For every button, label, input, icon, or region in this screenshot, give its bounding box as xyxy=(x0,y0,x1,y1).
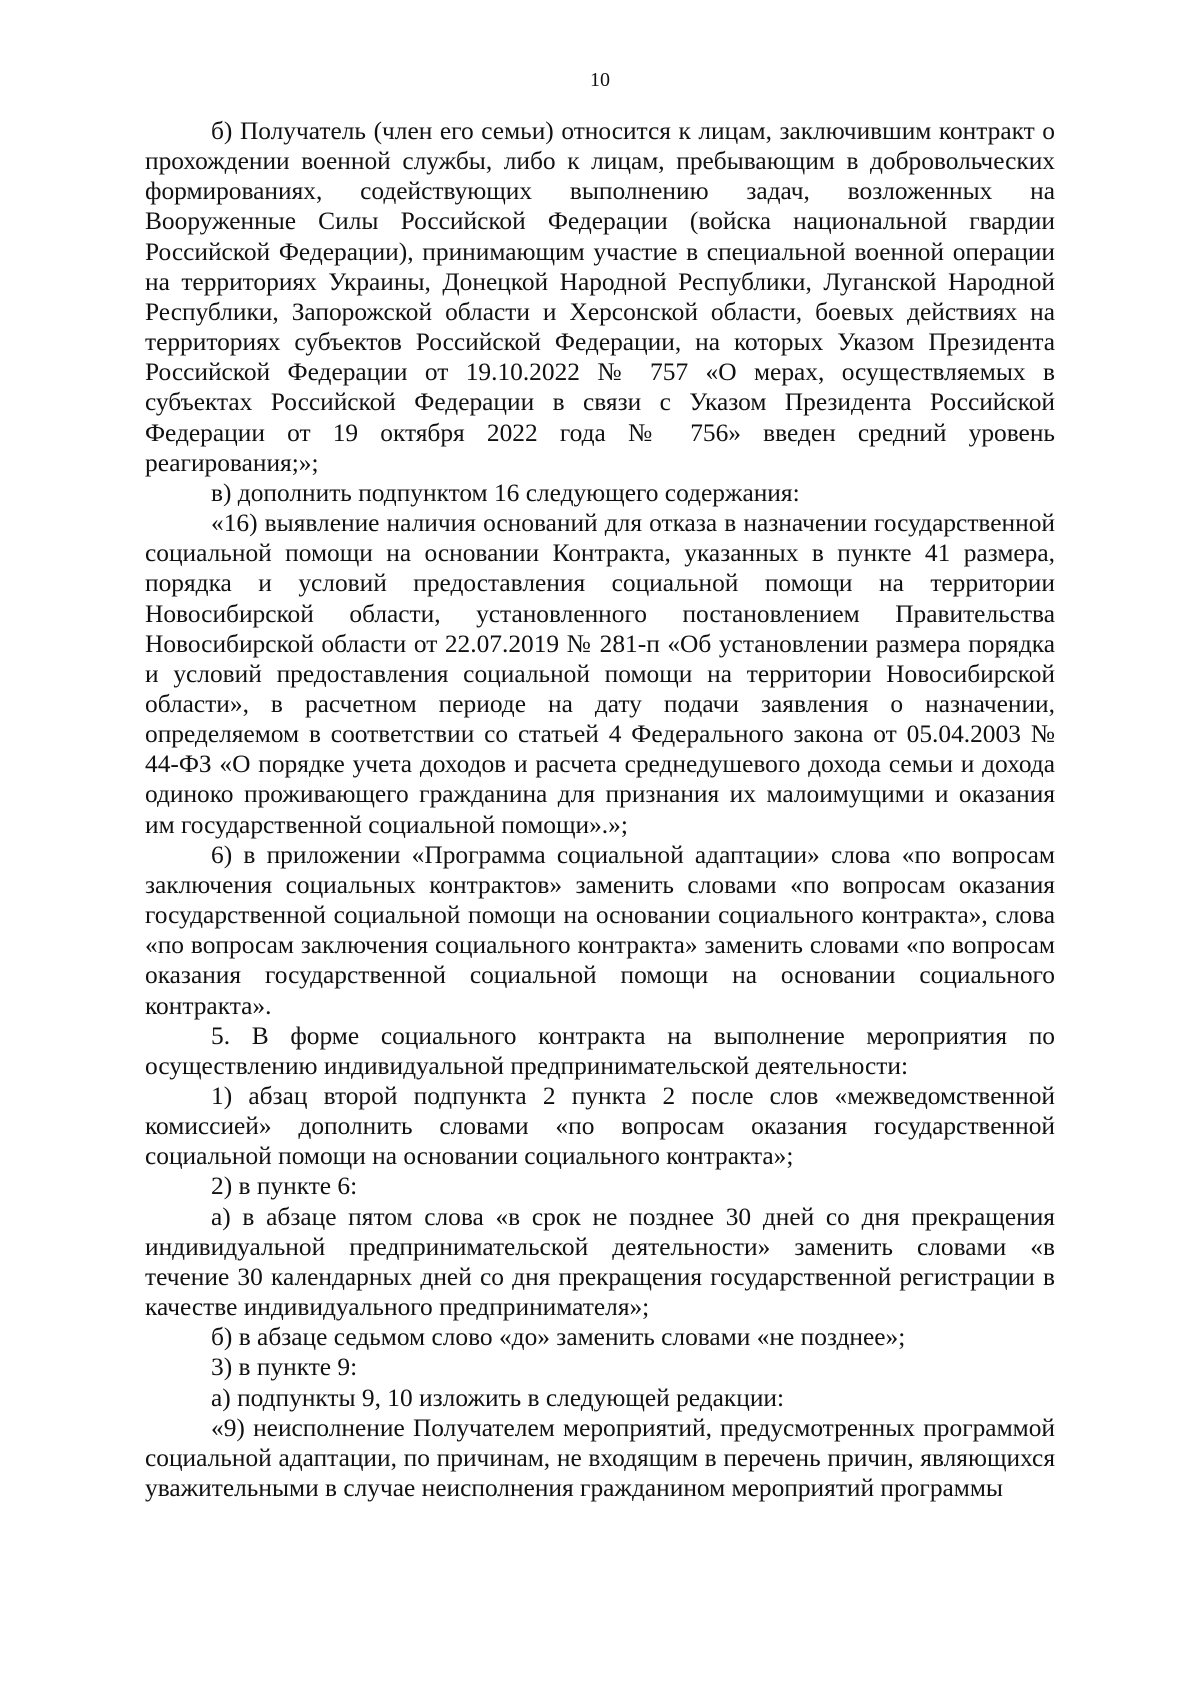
paragraph-item-1: 1) абзац второй подпункта 2 пункта 2 после слов «межведомственной комиссией» дополнить словами «по вопросам оказания государственной социальной помощи на основании социального контракта»; xyxy=(145,1082,1062,1171)
paragraph-item-2b: б) в абзаце седьмом слово «до» заменить словами «не позднее»; xyxy=(211,1323,906,1352)
paragraph-subitem-16-text: «16) выявление наличия оснований для отказа в назначении государственной социальной помощи на основании Контракта, указанных в пункте 41 размера, порядка и условий предоставления социальной помощи на территории Новосибирской области, установленного постановлением Правительства Новосибирской области от 22.07.2019 № 281-п «Об установлении размера порядка и условий предоставления социальной помощи на территории Новосибирской области», в расчетном периоде на дату подачи заявления о назначении, определяемом в соответствии со статьей 4 Федерального закона от 05.04.2003 № 44-ФЗ «О порядке учета доходов и расчета среднедушевого дохода семьи и дохода одиноко проживающего гражданина для признания их малоимущими и оказания им государственной социальной помощи».»; xyxy=(145,509,1062,839)
paragraph-adaptation-program-appendix: 6) в приложении «Программа социальной адаптации» слова «по вопросам заключения социальных контрактов» заменить словами «по вопросам оказания государственной социальной помощи на основании социального контракта», слова «по вопросам заключения социального контракта» заменить словами «по вопросам оказания государственной социальной помощи на основании социального контракта». xyxy=(145,840,1062,1020)
page-number: 10 xyxy=(590,69,610,91)
paragraph-item-3: 3) в пункте 9: xyxy=(211,1353,358,1382)
paragraph-recipient-contract: б) Получатель (член его семьи) относится к лицам, заключившим контракт о прохождении военной службы, либо к лицам, пребывающим в добровольческих формированиях, содействующих выполнению задач, возложенных на Вооруженные Силы Российской Федерации (войска национальной гвардии Российской Федерации), принимающим участие в специальной военной операции на территориях Украины, Донецкой Народной Республики, Луганской Народной Республики, Запорожской области и Херсонской области, боевых действиях на территориях субъектов Российской Федерации, на которых Указом Президента Российской Федерации от 19.10.2022 № 757 «О мерах, осуществляемых в субъектах Российской Федерации в связи с Указом Президента Российской Федерации от 19 октября 2022 года № 756» введен средний уровень реагирования;»; xyxy=(145,117,1062,477)
paragraph-item-3a: а) подпункты 9, 10 изложить в следующей редакции: xyxy=(211,1383,785,1412)
paragraph-subitem-9-text: «9) неисполнение Получателем мероприятий, предусмотренных программой социальной адаптации, по причинам, не входящим в перечень причин, являющихся уважительными в случае неисполнения гражданином мероприятий программы xyxy=(145,1413,1062,1503)
paragraph-item-2a: а) в абзаце пятом слова «в срок не позднее 30 дней со дня прекращения индивидуальной предпринимательской деятельности» заменить словами «в течение 30 календарных дней со дня прекращения государственной регистрации в качестве индивидуального предпринимателя»; xyxy=(145,1202,1062,1322)
document-body xyxy=(145,116,1062,1503)
paragraph-section-5: 5. В форме социального контракта на выполнение мероприятия по осуществлению индивидуальной предпринимательской деятельности: xyxy=(145,1021,1062,1080)
paragraph-add-subitem-16: в) дополнить подпунктом 16 следующего содержания: xyxy=(211,478,800,507)
paragraph-item-2: 2) в пункте 6: xyxy=(211,1172,358,1201)
